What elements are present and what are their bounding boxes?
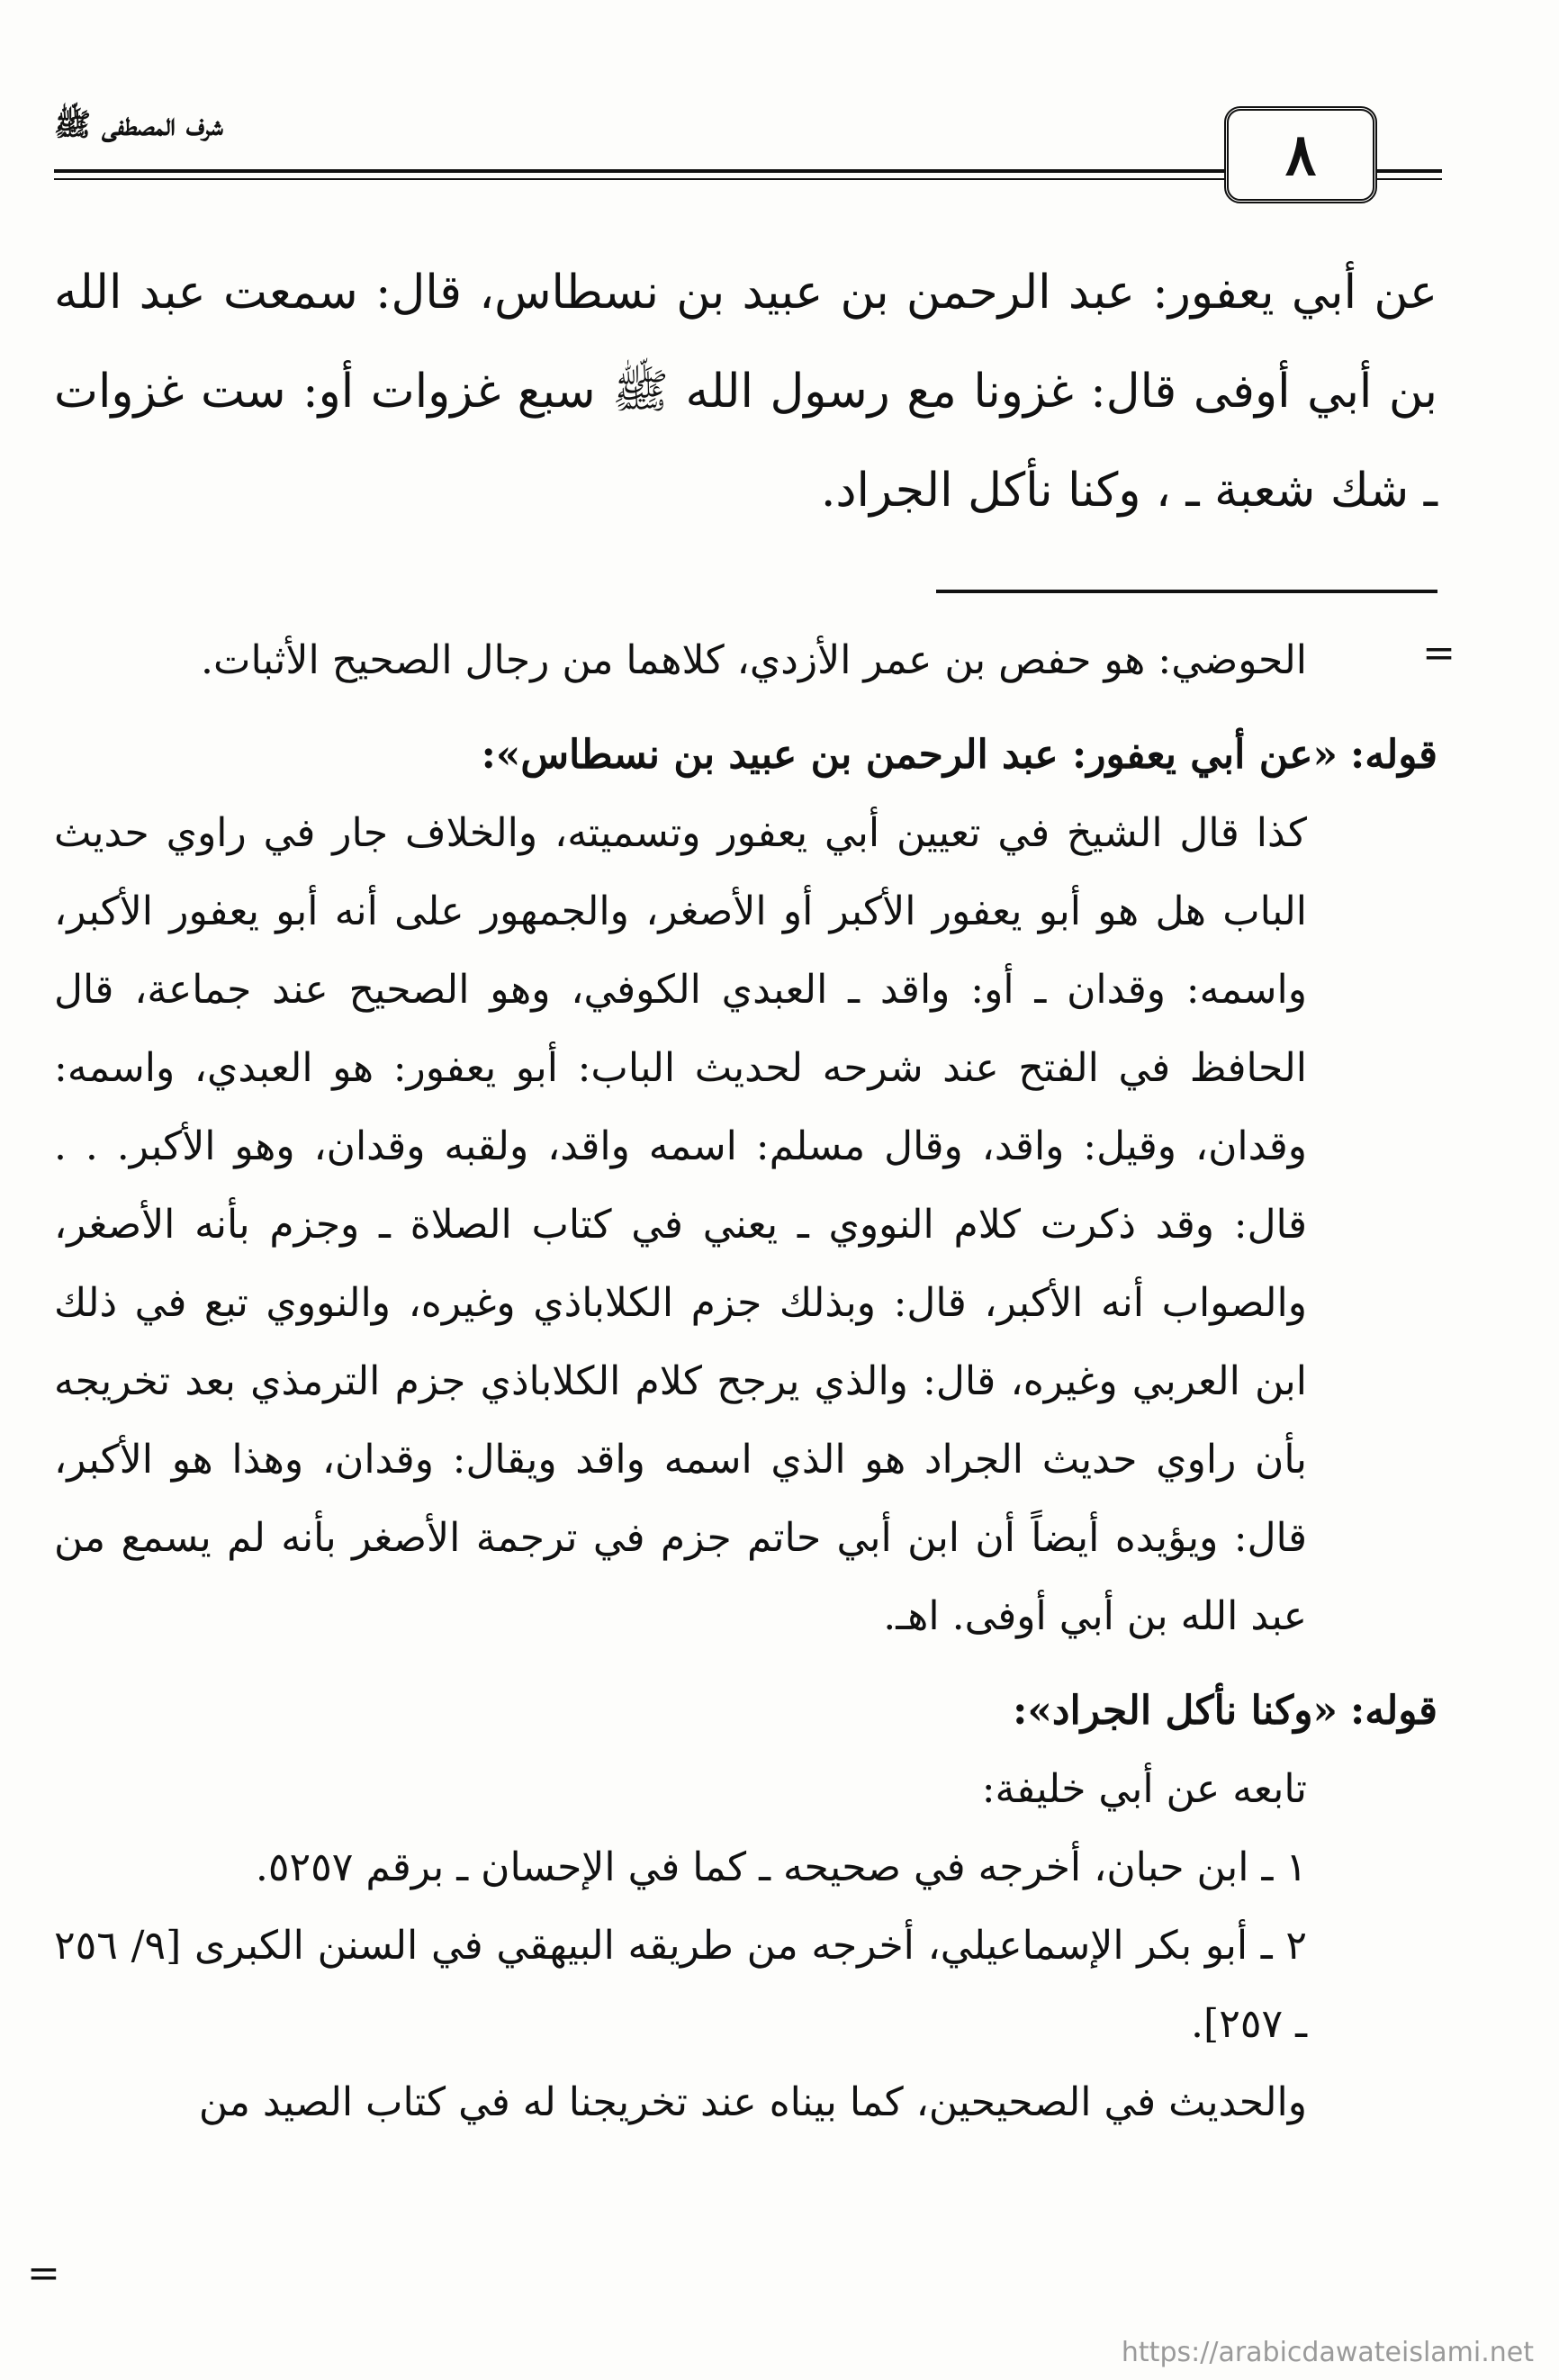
- footnote-quote: «عن أبي يعفور: عبد الرحمن بن عبيد بن نسطاس»:: [481, 732, 1338, 778]
- footnote-quote: «وكنا نأكل الجراد»:: [1013, 1688, 1338, 1734]
- footnote-label: قوله:: [1349, 1688, 1437, 1734]
- footnote-body: كذا قال الشيخ في تعيين أبي يعفور وتسميته، والخلاف جار في راوي حديث الباب هل هو أبو يعفور الأكبر أو الأصغر، والجمهور على أنه أبو يعفور الأكبر، واسمه: وقدان ـ أو: واقد ـ العبدي الكوفي، وهو الصحيح عند جماعة، قال الحافظ في الفتح عند شرحه لحديث الباب: أبو يعفور: هو العبدي، واسمه: وقدان، وقيل: واقد، وقال مسلم: اسمه واقد، ولقبه وقدان، وهو الأكبر. . . قال: وقد ذكرت كلام النووي ـ يعني في كتاب الصلاة ـ وجزم بأنه الأصغر، والصواب أنه الأكبر، قال: وبذلك جزم الكلاباذي وغيره، والنووي تبع في ذلك ابن العربي وغيره، قال: والذي يرجح كلام الكلاباذي جزم الترمذي بعد تخريجه بأن راوي حديث الجراد هو الذي اسمه واقد ويقال: وقدان، وهذا هو الأكبر، قال: ويؤيده أيضاً أن ابن أبي حاتم جزم في ترجمة الأصغر بأنه لم يسمع من عبد الله بن أبي أوفى. اهـ.: [54, 810, 1307, 1639]
- footnotes: [54, 621, 1437, 2141]
- main-text: عن أبي يعفور: عبد الرحمن بن عبيد بن نسطاس، قال: سمعت عبد الله بن أبي أوفى قال: غزونا مع رسول الله ﷺ سبع غزوات أو: ست غزوات ـ شك شعبة ـ ، وكنا نأكل الجراد.: [54, 266, 1437, 518]
- footnote-continues-mark: =: [27, 2250, 60, 2296]
- footnote-heading: [54, 716, 1437, 794]
- page-number: ٨: [1224, 106, 1377, 203]
- watermark-url: https://arabicdawateislami.net: [1121, 2337, 1534, 2368]
- footnote-closing: والحديث في الصحيحين، كما بيناه عند تخريجنا له في كتاب الصيد من: [198, 2079, 1307, 2125]
- footnote-heading: [54, 1672, 1437, 1750]
- footnote-intro: تابعه عن أبي خليفة:: [981, 1766, 1307, 1812]
- footnote-list-item: ١ ـ ابن حبان، أخرجه في صحيحه ـ كما في الإحسان ـ برقم ٥٢٥٧.: [255, 1844, 1307, 1890]
- footnote-list-item: ٢ ـ أبو بكر الإسماعيلي، أخرجه من طريقه البيهقي في السنن الكبرى [٩/ ٢٥٦ ـ ٢٥٧].: [54, 1923, 1308, 2047]
- running-title: شرف المصطفى ﷺ: [54, 107, 223, 143]
- footnote-continued-mark: =: [1422, 630, 1455, 676]
- footnote-label: قوله:: [1349, 732, 1437, 778]
- footnote-separator: [936, 590, 1437, 593]
- footnote-carryover: الحوضي: هو حفص بن عمر الأزدي، كلاهما من رجال الصحيح الأثبات.: [201, 637, 1307, 683]
